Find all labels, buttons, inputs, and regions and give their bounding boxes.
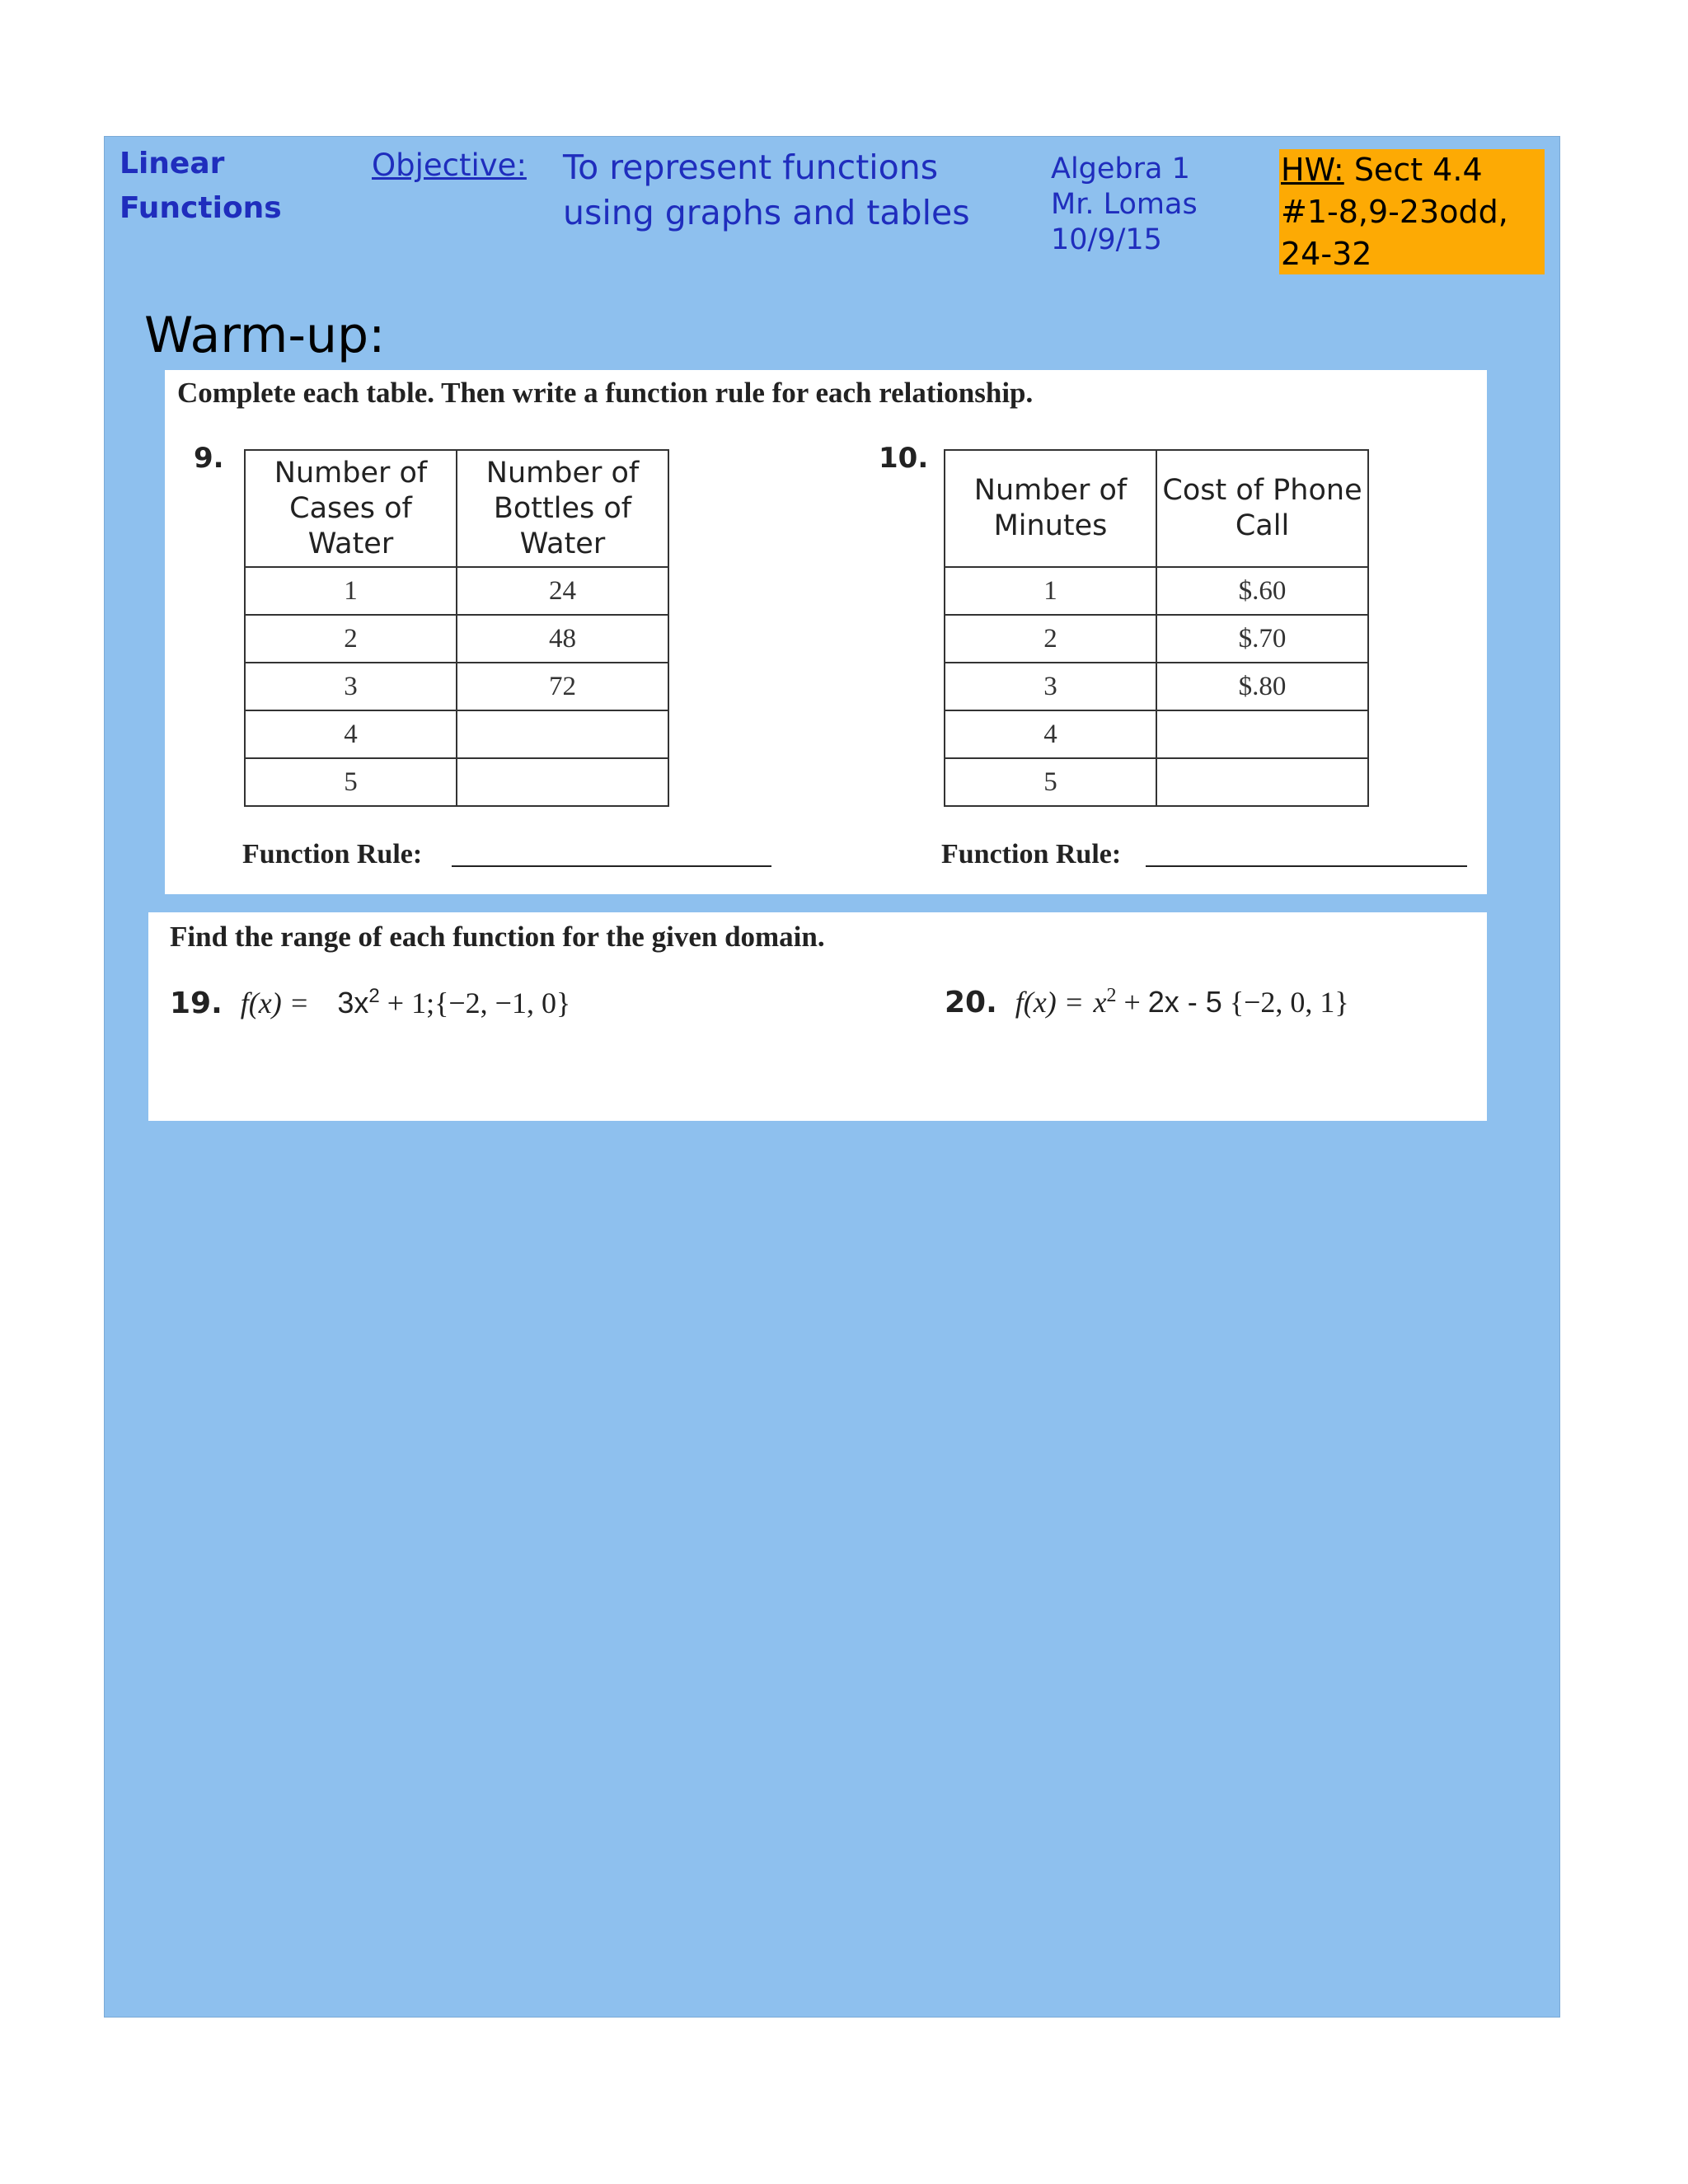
problem-20-domain: {−2, 0, 1} — [1221, 986, 1349, 1019]
table-cell — [457, 710, 668, 758]
table-cell: 1 — [945, 567, 1156, 615]
problem-19-expression — [170, 985, 570, 1020]
objective-text: To represent functions using graphs and tables — [563, 148, 970, 232]
table-header: Cost of Phone Call — [1156, 450, 1368, 567]
table-cell: 4 — [945, 710, 1156, 758]
table-row — [945, 567, 1368, 615]
table-cell: 3 — [245, 663, 457, 710]
table-cell: 2 — [945, 615, 1156, 663]
homework-box — [1279, 149, 1545, 274]
tables-card — [165, 370, 1487, 894]
table-row — [245, 615, 668, 663]
table-row — [245, 758, 668, 806]
table-cell: 5 — [245, 758, 457, 806]
table-cell: 3 — [945, 663, 1156, 710]
problem-9-answer-line — [452, 865, 771, 867]
table-cell — [1156, 758, 1368, 806]
table-cell: 2 — [245, 615, 457, 663]
table-row — [245, 567, 668, 615]
problem-9-number: 9. — [194, 442, 224, 475]
teacher-name: Mr. Lomas — [1051, 188, 1198, 221]
problem-20-number: 20. — [945, 986, 997, 1019]
table-header: Number of Cases of Water — [245, 450, 457, 567]
problem-10-table — [944, 449, 1369, 807]
range-card — [148, 912, 1487, 1121]
problem-10-number: 10. — [879, 442, 929, 475]
problem-20-expression — [945, 985, 1349, 1019]
problem-19-exponent: 2 — [368, 985, 380, 1007]
homework-text: Sect 4.4 #1-8,9-23odd, 24-32 — [1281, 152, 1508, 272]
objective-label: Objective: — [372, 148, 527, 183]
table-cell: $.80 — [1156, 663, 1368, 710]
topic-title: Linear Functions — [120, 147, 282, 225]
problem-20-lhs: f(x) = — [1015, 986, 1085, 1019]
problem-19-number: 19. — [170, 987, 223, 1020]
tables-instruction: Complete each table. Then write a function rule for each relationship. — [177, 377, 1034, 409]
problem-20-exponent: 2 — [1106, 985, 1117, 1006]
table-cell: 24 — [457, 567, 668, 615]
table-header-row — [245, 450, 668, 567]
table-row — [245, 710, 668, 758]
problem-9-rule-label: Function Rule: — [242, 839, 423, 869]
table-row — [245, 663, 668, 710]
problem-19-base: 3x — [337, 986, 369, 1019]
table-cell — [457, 758, 668, 806]
table-header-row — [945, 450, 1368, 567]
table-header: Number of Minutes — [945, 450, 1156, 567]
warmup-title: Warm-up: — [144, 307, 386, 364]
table-row — [945, 758, 1368, 806]
problem-9-table — [244, 449, 669, 807]
homework-label: HW: — [1281, 152, 1344, 188]
table-row — [945, 663, 1368, 710]
range-instruction: Find the range of each function for the given domain. — [170, 921, 825, 953]
problem-20-rest: + — [1116, 986, 1148, 1019]
course-name: Algebra 1 — [1051, 152, 1190, 185]
table-cell: $.70 — [1156, 615, 1368, 663]
table-cell: $.60 — [1156, 567, 1368, 615]
table-cell — [1156, 710, 1368, 758]
problem-10-rule-label: Function Rule: — [941, 839, 1122, 869]
table-cell: 1 — [245, 567, 457, 615]
table-header: Number of Bottles of Water — [457, 450, 668, 567]
table-cell: 72 — [457, 663, 668, 710]
course-info — [1051, 152, 1265, 258]
problem-19-domain: {−2, −1, 0} — [434, 987, 571, 1019]
lesson-date: 10/9/15 — [1051, 223, 1162, 256]
table-row — [945, 615, 1368, 663]
problem-20-tail: 2x - 5 — [1147, 985, 1222, 1019]
problem-19-rest: + 1; — [379, 987, 435, 1019]
problem-20-base: x — [1093, 986, 1107, 1019]
table-cell: 4 — [245, 710, 457, 758]
table-cell: 5 — [945, 758, 1156, 806]
table-cell: 48 — [457, 615, 668, 663]
problem-19-lhs: f(x) = — [240, 987, 310, 1019]
problem-10-answer-line — [1146, 865, 1467, 867]
table-row — [945, 710, 1368, 758]
